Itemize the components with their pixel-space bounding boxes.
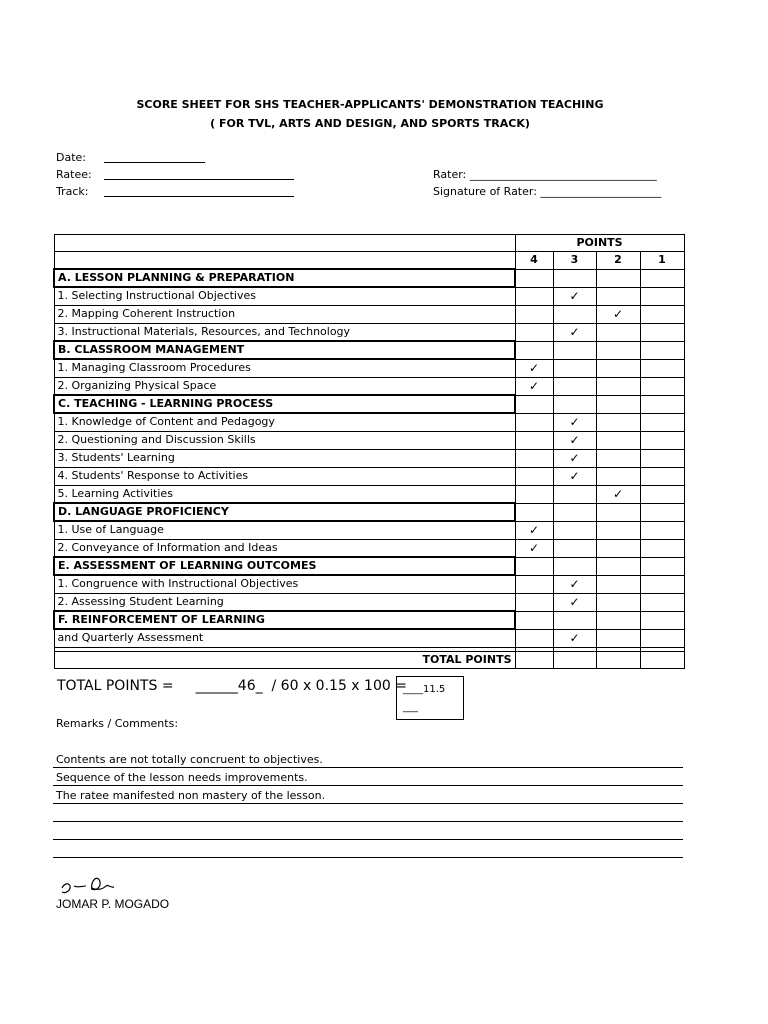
criterion-label: and Quarterly Assessment [54,629,515,647]
category-label: F. REINFORCEMENT OF LEARNING [54,611,515,629]
check-mark-icon: ✓ [569,432,580,447]
score-cell-3[interactable] [553,521,596,539]
category-label: D. LANGUAGE PROFICIENCY [54,503,515,521]
score-cell-1[interactable] [640,557,684,575]
comment-line[interactable] [53,823,683,840]
rater-field[interactable]: Rater: __________________________________ [433,168,657,181]
score-cell-3[interactable] [553,323,596,341]
track-label: Track: [56,185,89,198]
score-cell-4[interactable] [515,539,553,557]
category-row [54,269,684,287]
table-header-row [54,235,684,252]
score-cell-4[interactable] [515,485,553,503]
criterion-label: 1. Congruence with Instructional Objectives [54,575,515,593]
score-cell-1[interactable] [640,377,684,395]
category-row [54,557,684,575]
criterion-label: 5. Learning Activities [54,485,515,503]
score-cell-2[interactable] [596,377,640,395]
criterion-label: 1. Managing Classroom Procedures [54,359,515,377]
score-cell-4[interactable] [515,377,553,395]
document-subtitle: ( FOR TVL, ARTS AND DESIGN, AND SPORTS TRACK) [210,117,530,130]
score-cell-1[interactable] [640,287,684,305]
score-cell-1[interactable] [640,413,684,431]
criterion-label: 1. Knowledge of Content and Pedagogy [54,413,515,431]
criterion-row [54,359,684,377]
criteria-header-cell [54,235,515,252]
criterion-row [54,377,684,395]
score-cell-3[interactable] [553,287,596,305]
check-mark-icon: ✓ [528,378,540,393]
column-header-2: 2 [596,252,640,270]
score-cell-2[interactable] [596,305,640,323]
total-cell-2[interactable] [596,651,640,668]
score-cell-3[interactable] [553,305,596,323]
check-mark-icon: ✓ [528,360,540,375]
score-cell-3[interactable] [553,539,596,557]
score-cell-2[interactable] [596,395,640,413]
score-cell-4[interactable] [515,431,553,449]
criterion-row [54,521,684,539]
criteria-header-cell [54,252,515,270]
score-cell-1[interactable] [640,467,684,485]
criterion-row [54,629,684,647]
score-cell-1[interactable] [640,323,684,341]
result-value: ____11.5 [403,684,446,695]
score-cell-2[interactable] [596,593,640,611]
comment-line[interactable]: The ratee manifested non mastery of the lesson. [53,787,683,804]
category-label: E. ASSESSMENT OF LEARNING OUTCOMES [54,557,515,575]
score-cell-4[interactable] [515,341,553,359]
criterion-row [54,305,684,323]
score-cell-2[interactable] [596,467,640,485]
check-mark-icon: ✓ [569,468,580,483]
score-cell-3[interactable] [553,413,596,431]
score-cell-2[interactable] [596,485,640,503]
criterion-row [54,467,684,485]
score-cell-3[interactable] [553,503,596,521]
score-cell-1[interactable] [640,395,684,413]
score-cell-4[interactable] [515,467,553,485]
score-cell-1[interactable] [640,431,684,449]
date-label: Date: [56,151,86,164]
criterion-row [54,323,684,341]
total-cell-4[interactable] [515,651,553,668]
score-cell-2[interactable] [596,521,640,539]
score-table [53,234,685,669]
check-mark-icon: ✓ [569,576,580,591]
comment-line[interactable] [53,805,683,822]
criterion-label: 3. Instructional Materials, Resources, and Technology [54,323,515,341]
score-cell-1[interactable] [640,611,684,629]
criterion-row [54,539,684,557]
score-cell-4[interactable] [515,449,553,467]
score-cell-2[interactable] [596,449,640,467]
score-cell-4[interactable] [515,503,553,521]
ratee-label: Ratee: [56,168,92,181]
score-cell-2[interactable] [596,575,640,593]
score-cell-3[interactable] [553,575,596,593]
check-mark-icon: ✓ [569,324,580,339]
score-cell-1[interactable] [640,503,684,521]
score-cell-4[interactable] [515,629,553,647]
score-cell-3[interactable] [553,377,596,395]
score-cell-4[interactable] [515,287,553,305]
score-cell-3[interactable] [553,629,596,647]
category-label: A. LESSON PLANNING & PREPARATION [54,269,515,287]
score-cell-3[interactable] [553,269,596,287]
score-cell-2[interactable] [596,539,640,557]
score-cell-2[interactable] [596,629,640,647]
score-cell-2[interactable] [596,269,640,287]
score-cell-4[interactable] [515,575,553,593]
total-cell-1[interactable] [640,651,684,668]
score-cell-4[interactable] [515,395,553,413]
criterion-row [54,431,684,449]
comment-line[interactable]: Contents are not totally concruent to objectives. [53,751,683,768]
handwritten-signature [58,872,128,898]
score-cell-4[interactable] [515,305,553,323]
signatory-name: JOMAR P. MOGADO [56,897,170,911]
criterion-label: 1. Use of Language [54,521,515,539]
score-cell-1[interactable] [640,449,684,467]
check-mark-icon: ✓ [569,630,580,645]
score-cell-4[interactable] [515,359,553,377]
score-cell-3[interactable] [553,341,596,359]
column-header-4: 4 [515,252,553,270]
check-mark-icon: ✓ [528,540,540,555]
score-cell-4[interactable] [515,521,553,539]
score-cell-4[interactable] [515,557,553,575]
criterion-row [54,593,684,611]
criterion-row [54,485,684,503]
score-cell-2[interactable] [596,359,640,377]
score-cell-2[interactable] [596,323,640,341]
category-row [54,395,684,413]
comment-line[interactable] [53,841,683,858]
score-cell-1[interactable] [640,575,684,593]
rater-signature-field[interactable]: Signature of Rater: ______________________ [433,185,662,198]
criterion-label: 4. Students' Response to Activities [54,467,515,485]
score-cell-4[interactable] [515,323,553,341]
criterion-row [54,413,684,431]
criterion-label: 3. Students' Learning [54,449,515,467]
score-cell-1[interactable] [640,593,684,611]
category-label: B. CLASSROOM MANAGEMENT [54,341,515,359]
criterion-label: 2. Organizing Physical Space [54,377,515,395]
score-cell-1[interactable] [640,359,684,377]
total-cell-3[interactable] [553,651,596,668]
result-underline: ___ [403,702,418,713]
check-mark-icon: ✓ [569,450,580,465]
category-row [54,503,684,521]
score-cell-1[interactable] [640,539,684,557]
score-cell-2[interactable] [596,431,640,449]
criterion-row [54,575,684,593]
criterion-label: 2. Mapping Coherent Instruction [54,305,515,323]
score-cell-2[interactable] [596,413,640,431]
score-cell-1[interactable] [640,485,684,503]
score-cell-3[interactable] [553,359,596,377]
category-row [54,611,684,629]
document-title: SCORE SHEET FOR SHS TEACHER-APPLICANTS' DEMONSTRATION TEACHING [136,98,604,111]
column-header-3: 3 [553,252,596,270]
score-cell-1[interactable] [640,269,684,287]
comment-line[interactable]: Sequence of the lesson needs improvements. [53,769,683,786]
score-cell-3[interactable] [553,395,596,413]
score-cell-2[interactable] [596,611,640,629]
track-field[interactable] [104,196,294,197]
criterion-label: 2. Assessing Student Learning [54,593,515,611]
score-cell-3[interactable] [553,485,596,503]
score-cell-1[interactable] [640,305,684,323]
criterion-label: 1. Selecting Instructional Objectives [54,287,515,305]
category-row [54,341,684,359]
criterion-row [54,449,684,467]
category-label: C. TEACHING - LEARNING PROCESS [54,395,515,413]
score-cell-1[interactable] [640,521,684,539]
check-mark-icon: ✓ [569,414,580,429]
check-mark-icon: ✓ [569,594,580,609]
check-mark-icon: ✓ [612,306,624,321]
score-cell-4[interactable] [515,611,553,629]
score-cell-1[interactable] [640,629,684,647]
check-mark-icon: ✓ [569,288,580,303]
score-cell-4[interactable] [515,269,553,287]
score-cell-3[interactable] [553,593,596,611]
score-cell-4[interactable] [515,413,553,431]
score-cell-4[interactable] [515,593,553,611]
score-cell-3[interactable] [553,611,596,629]
score-cell-2[interactable] [596,503,640,521]
remarks-label: Remarks / Comments: [56,717,179,730]
score-cell-1[interactable] [640,341,684,359]
total-points-formula: TOTAL POINTS = ______46_ / 60 x 0.15 x 100 = [57,678,407,694]
total-row [54,651,684,668]
result-box[interactable] [396,676,464,720]
score-cell-2[interactable] [596,341,640,359]
check-mark-icon: ✓ [612,486,624,501]
column-header-1: 1 [640,252,684,270]
criterion-row [54,287,684,305]
criterion-label: 2. Questioning and Discussion Skills [54,431,515,449]
score-cell-3[interactable] [553,557,596,575]
total-points-label: TOTAL POINTS [54,651,515,668]
score-cell-3[interactable] [553,431,596,449]
criterion-label: 2. Conveyance of Information and Ideas [54,539,515,557]
score-cell-2[interactable] [596,287,640,305]
points-header: POINTS [515,235,684,252]
score-cell-3[interactable] [553,449,596,467]
check-mark-icon: ✓ [528,522,540,537]
date-field[interactable] [104,162,205,163]
score-cell-2[interactable] [596,557,640,575]
points-columns-row [54,252,684,270]
score-cell-3[interactable] [553,467,596,485]
ratee-field[interactable] [104,179,294,180]
